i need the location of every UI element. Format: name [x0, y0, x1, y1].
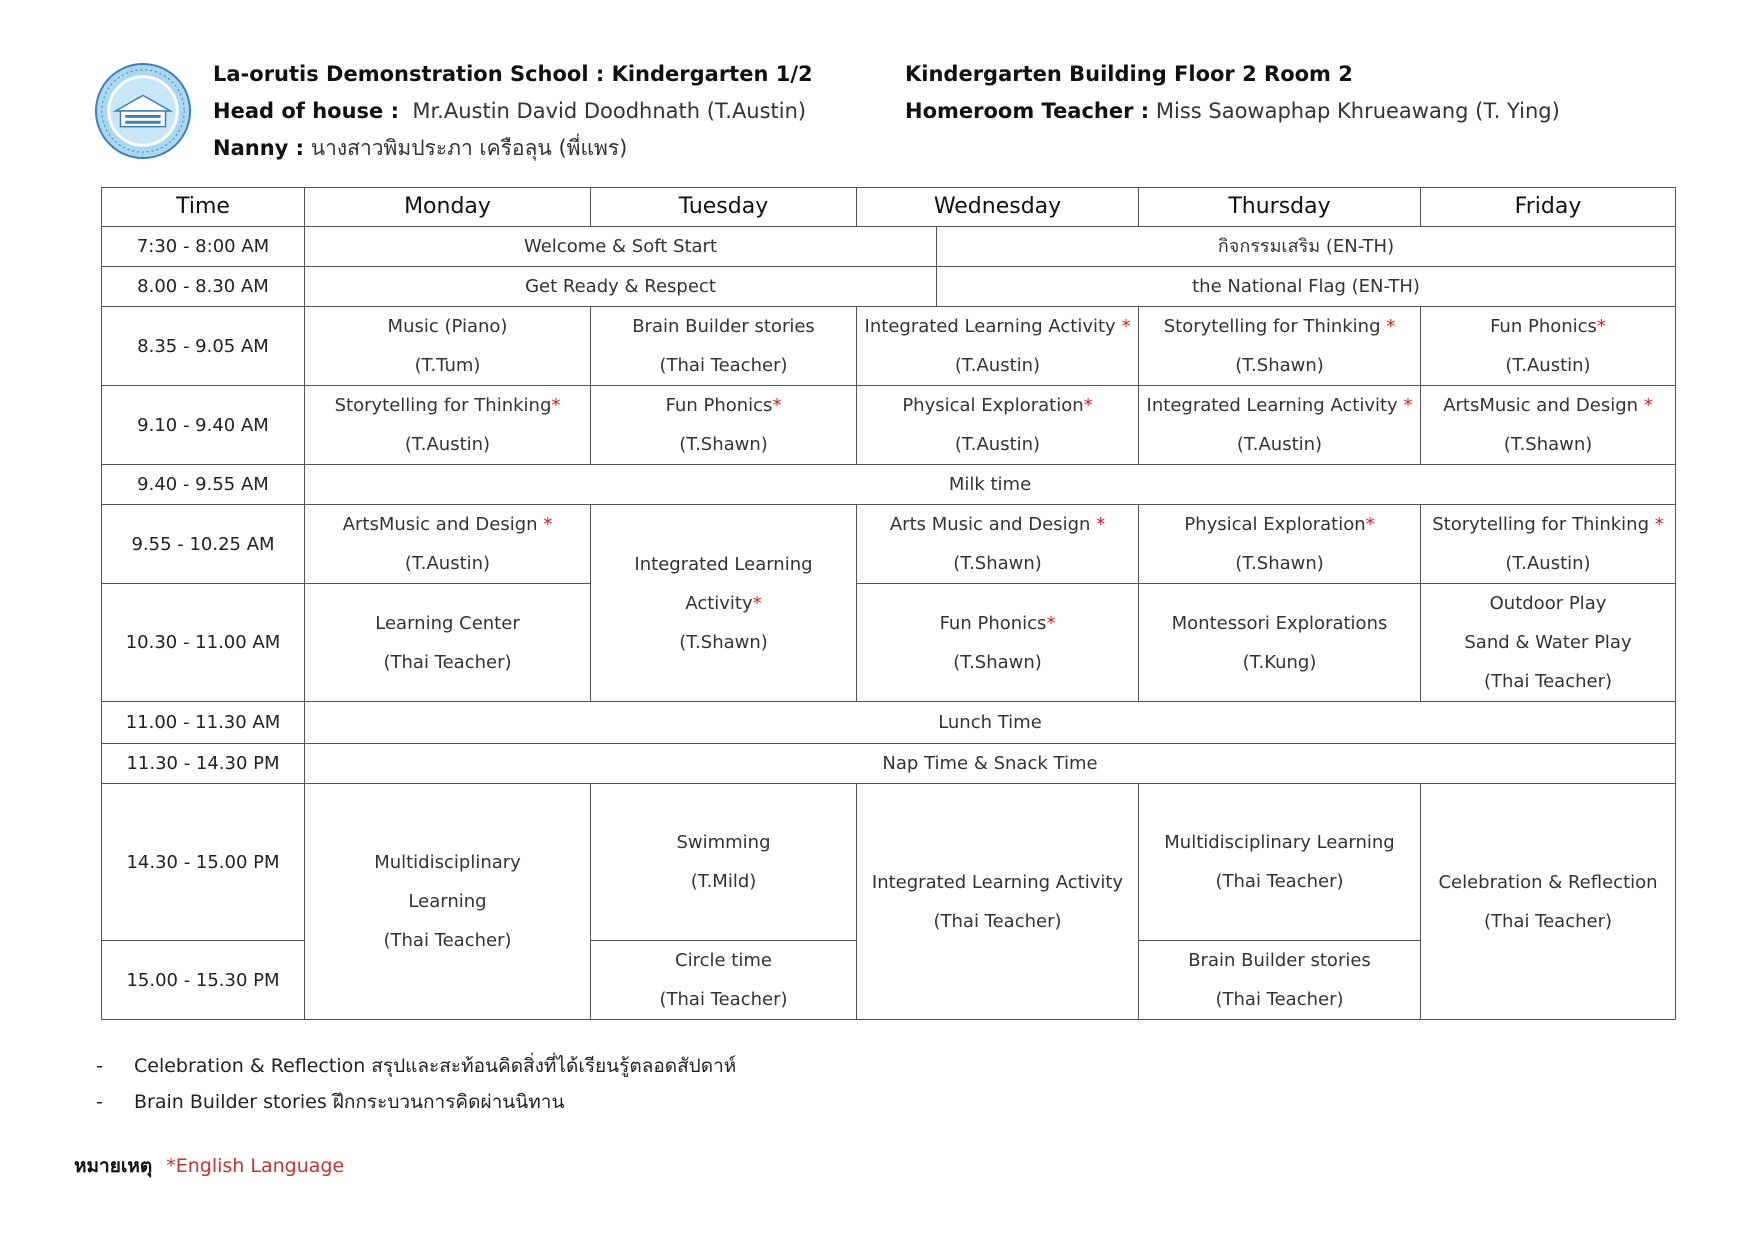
table-row [102, 744, 1676, 784]
lesson-cell: Physical Exploration* (T.Austin) [857, 386, 1139, 465]
time-cell: 15.00 - 15.30 PM [102, 941, 305, 1020]
time-cell: 8.00 - 8.30 AM [102, 267, 305, 307]
lesson-cell: ArtsMusic and Design * (T.Shawn) [1421, 386, 1676, 465]
lesson-cell: Music (Piano) (T.Tum) [305, 307, 591, 386]
building-info: Kindergarten Building Floor 2 Room 2 [905, 62, 1353, 86]
welcome-en: Welcome & Soft Start [305, 227, 937, 267]
list-item: - Brain Builder stories ฝึกกระบวนการคิดผ่านนิทาน [96, 1091, 565, 1113]
lesson-cell: Multidisciplinary Learning (Thai Teacher) [1139, 784, 1421, 941]
list-item: - Celebration & Reflection สรุปและสะท้อนคิดสิ่งที่ได้เรียนรู้ตลอดสัปดาห์ [96, 1055, 737, 1077]
lesson-cell: Storytelling for Thinking* (T.Austin) [305, 386, 591, 465]
lesson-cell: Celebration & Reflection (Thai Teacher) [1421, 784, 1676, 1020]
time-cell: 9.40 - 9.55 AM [102, 465, 305, 505]
col-wednesday: Wednesday [857, 188, 1139, 227]
lesson-cell: Integrated Learning Activity (Thai Teacher) [857, 784, 1139, 1020]
milk-time: Milk time [305, 465, 1676, 505]
table-row [102, 505, 1676, 584]
nanny: Nanny : นางสาวพิมประภา เครือลุน (พี่แพร) [213, 136, 628, 160]
flag-en: Get Ready & Respect [305, 267, 937, 307]
lesson-cell: Outdoor Play Sand & Water Play (Thai Teacher) [1421, 584, 1676, 702]
time-cell: 9.55 - 10.25 AM [102, 505, 305, 584]
remark-label: หมายเหตุ [74, 1155, 153, 1177]
table-row [102, 702, 1676, 744]
lunch-time: Lunch Time [305, 702, 1676, 744]
lesson-cell: Swimming (T.Mild) [591, 784, 857, 941]
time-cell: 10.30 - 11.00 AM [102, 584, 305, 702]
table-row [102, 784, 1676, 941]
col-monday: Monday [305, 188, 591, 227]
lesson-cell: Integrated Learning Activity * (T.Austin) [1139, 386, 1421, 465]
header-row [102, 188, 1676, 227]
homeroom-teacher: Homeroom Teacher : Miss Saowaphap Khrueawang (T. Ying) [905, 99, 1560, 123]
head-of-house: Head of house : Mr.Austin David Doodhnath (T.Austin) [213, 99, 807, 123]
lesson-cell: Fun Phonics* (T.Shawn) [857, 584, 1139, 702]
col-tuesday: Tuesday [591, 188, 857, 227]
lesson-cell: Storytelling for Thinking * (T.Austin) [1421, 505, 1676, 584]
school-seal-icon [94, 62, 192, 160]
lesson-cell: Integrated Learning Activity* (T.Shawn) [591, 505, 857, 702]
table-row [102, 267, 1676, 307]
lesson-cell: Storytelling for Thinking * (T.Shawn) [1139, 307, 1421, 386]
lesson-cell: ArtsMusic and Design * (T.Austin) [305, 505, 591, 584]
lesson-cell: Physical Exploration* (T.Shawn) [1139, 505, 1421, 584]
time-cell: 14.30 - 15.00 PM [102, 784, 305, 941]
remark [74, 1151, 344, 1181]
notes-list [96, 1048, 736, 1120]
col-thursday: Thursday [1139, 188, 1421, 227]
time-cell: 11.30 - 14.30 PM [102, 744, 305, 784]
table-row [102, 465, 1676, 505]
welcome-th: กิจกรรมเสริม (EN-TH) [937, 227, 1676, 267]
lesson-cell: Fun Phonics* (T.Austin) [1421, 307, 1676, 386]
time-cell: 7:30 - 8:00 AM [102, 227, 305, 267]
time-cell: 9.10 - 9.40 AM [102, 386, 305, 465]
time-cell: 11.00 - 11.30 AM [102, 702, 305, 744]
lesson-cell: Brain Builder stories (Thai Teacher) [591, 307, 857, 386]
nap-time: Nap Time & Snack Time [305, 744, 1676, 784]
flag-th: the National Flag (EN-TH) [937, 267, 1676, 307]
lesson-cell: Arts Music and Design * (T.Shawn) [857, 505, 1139, 584]
table-row [102, 227, 1676, 267]
col-friday: Friday [1421, 188, 1676, 227]
lesson-cell: Circle time (Thai Teacher) [591, 941, 857, 1020]
time-cell: 8.35 - 9.05 AM [102, 307, 305, 386]
table-row [102, 307, 1676, 386]
lesson-cell: Multidisciplinary Learning (Thai Teacher) [305, 784, 591, 1020]
school-title: La-orutis Demonstration School : Kindergarten 1/2 [213, 62, 813, 86]
timetable [101, 187, 1676, 1020]
remark-text: *English Language [166, 1155, 345, 1177]
table-row [102, 386, 1676, 465]
col-time: Time [102, 188, 305, 227]
lesson-cell: Montessori Explorations (T.Kung) [1139, 584, 1421, 702]
lesson-cell: Brain Builder stories (Thai Teacher) [1139, 941, 1421, 1020]
lesson-cell: Learning Center (Thai Teacher) [305, 584, 591, 702]
table-row [102, 584, 1676, 702]
lesson-cell: Integrated Learning Activity * (T.Austin) [857, 307, 1139, 386]
lesson-cell: Fun Phonics* (T.Shawn) [591, 386, 857, 465]
